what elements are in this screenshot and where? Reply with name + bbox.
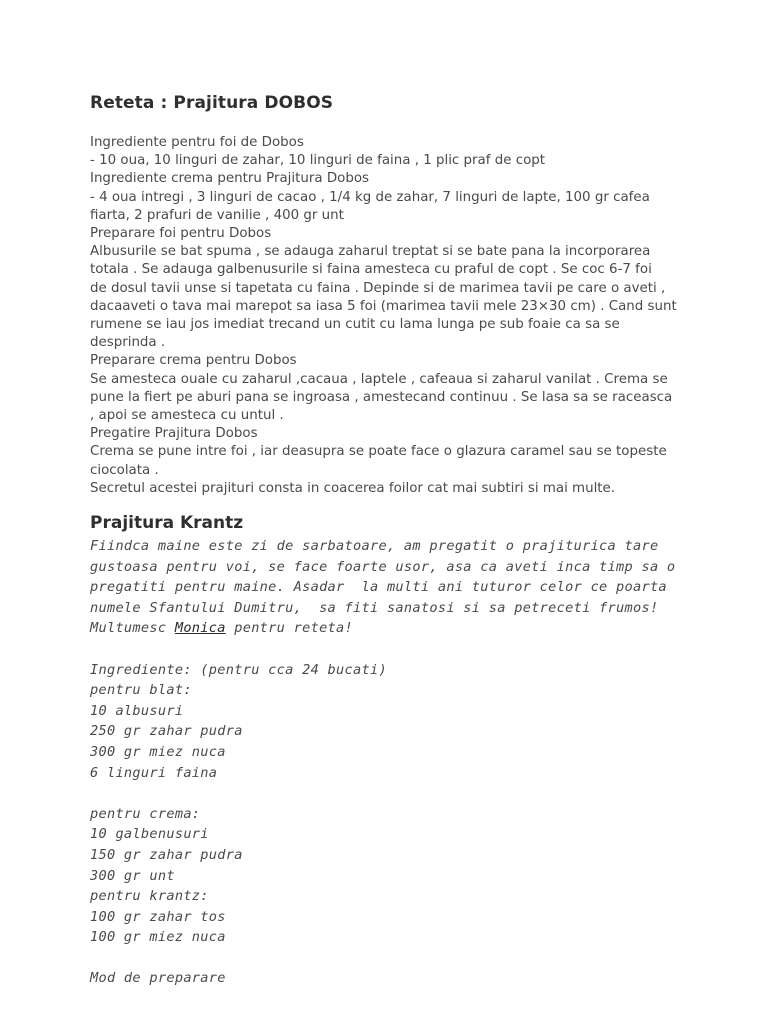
recipe-krantz-title: Prajitura Krantz bbox=[90, 513, 244, 533]
ingredient-line: 250 gr zahar pudra bbox=[90, 723, 243, 740]
text-line: rumene se iau jos imediat trecand un cutit cu lama lunga pe sub foaie ca sa se bbox=[90, 317, 620, 333]
monica-link[interactable]: Monica bbox=[174, 620, 226, 637]
text-line: fiarta, 2 prafuri de vanilie , 400 gr unt bbox=[90, 207, 344, 223]
blank-line bbox=[90, 639, 690, 660]
ingredient-line: 300 gr miez nuca bbox=[90, 743, 226, 760]
recipe-krantz-body bbox=[90, 536, 690, 989]
ingredient-line: pentru crema: bbox=[90, 805, 201, 822]
thanks-line bbox=[90, 618, 690, 639]
text-line: Albusurile se bat spuma , se adauga zaharul treptat si se bate pana la incorporarea bbox=[90, 244, 651, 260]
text-line: - 4 oua intregi , 3 linguri de cacao , 1/4 kg de zahar, 7 linguri de lapte, 100 gr cafea bbox=[90, 189, 650, 205]
text-line: pune la fiert pe aburi pana se ingroasa , amestecand continuu . Se lasa sa se raceasca bbox=[90, 389, 673, 405]
ingredients-header: Ingrediente: (pentru cca 24 bucati) bbox=[90, 661, 387, 678]
text-line: Preparare foi pentru Dobos bbox=[90, 226, 272, 242]
ingredient-line: 10 galbenusuri bbox=[90, 826, 209, 843]
recipe-dobos-body bbox=[90, 134, 690, 498]
ingredient-line: 100 gr miez nuca bbox=[90, 929, 226, 946]
intro-line: numele Sfantului Dumitru, sa fiti sanatosi si sa petreceti frumos! bbox=[90, 599, 659, 616]
text-line: de dosul tavii unse si tapetata cu faina . Depinde si de marimea tavii pe care o aveti , bbox=[90, 280, 666, 296]
text-line: Pregatire Prajitura Dobos bbox=[90, 426, 258, 442]
text-line: dacaaveti o tava mai marepot sa iasa 5 foi (marimea tavii mele 23×30 cm) . Cand sunt bbox=[90, 298, 677, 314]
blank-line bbox=[90, 948, 690, 969]
method-header: Mod de preparare bbox=[90, 970, 226, 987]
text-line: Crema se pune intre foi , iar deasupra se poate face o glazura caramel sau se topeste bbox=[90, 444, 667, 460]
ingredient-line: 10 albusuri bbox=[90, 702, 184, 719]
text-line: ciocolata . bbox=[90, 462, 159, 478]
blank-line bbox=[90, 783, 690, 804]
ingredient-line: 300 gr unt bbox=[90, 867, 175, 884]
text-line: Ingrediente pentru foi de Dobos bbox=[90, 135, 304, 150]
ingredient-line: 150 gr zahar pudra bbox=[90, 846, 243, 863]
recipe-dobos-title: Reteta : Prajitura DOBOS bbox=[90, 93, 334, 113]
text-line: - 10 oua, 10 linguri de zahar, 10 linguri de faina , 1 plic praf de copt bbox=[90, 153, 546, 169]
intro-line: gustoasa pentru voi, se face foarte usor, asa ca aveti inca timp sa o bbox=[90, 558, 676, 575]
intro-line: Fiindca maine este zi de sarbatoare, am pregatit o prajiturica tare bbox=[90, 538, 659, 554]
text-line: , apoi se amesteca cu untul . bbox=[90, 408, 284, 424]
ingredient-line: pentru blat: bbox=[90, 682, 192, 699]
ingredient-line: 100 gr zahar tos bbox=[90, 908, 226, 925]
ingredient-line: pentru krantz: bbox=[90, 888, 209, 905]
thanks-suffix: pentru reteta! bbox=[225, 620, 354, 637]
thanks-prefix: Multumesc bbox=[90, 620, 175, 637]
intro-line: pregatiti pentru maine. Asadar la multi ani tuturor celor ce poarta bbox=[90, 579, 667, 596]
text-line: Ingrediente crema pentru Prajitura Dobos bbox=[90, 171, 369, 187]
text-line: desprinda . bbox=[90, 335, 166, 351]
ingredient-line: 6 linguri faina bbox=[90, 764, 218, 781]
text-line: Se amesteca ouale cu zaharul ,cacaua , laptele , cafeaua si zaharul vanilat . Crema se bbox=[90, 371, 668, 387]
text-line: totala . Se adauga galbenusurile si faina amesteca cu praful de copt . Se coc 6-7 foi bbox=[90, 262, 652, 278]
text-line: Secretul acestei prajituri consta in coacerea foilor cat mai subtiri si mai multe. bbox=[90, 480, 616, 496]
text-line: Preparare crema pentru Dobos bbox=[90, 353, 297, 369]
